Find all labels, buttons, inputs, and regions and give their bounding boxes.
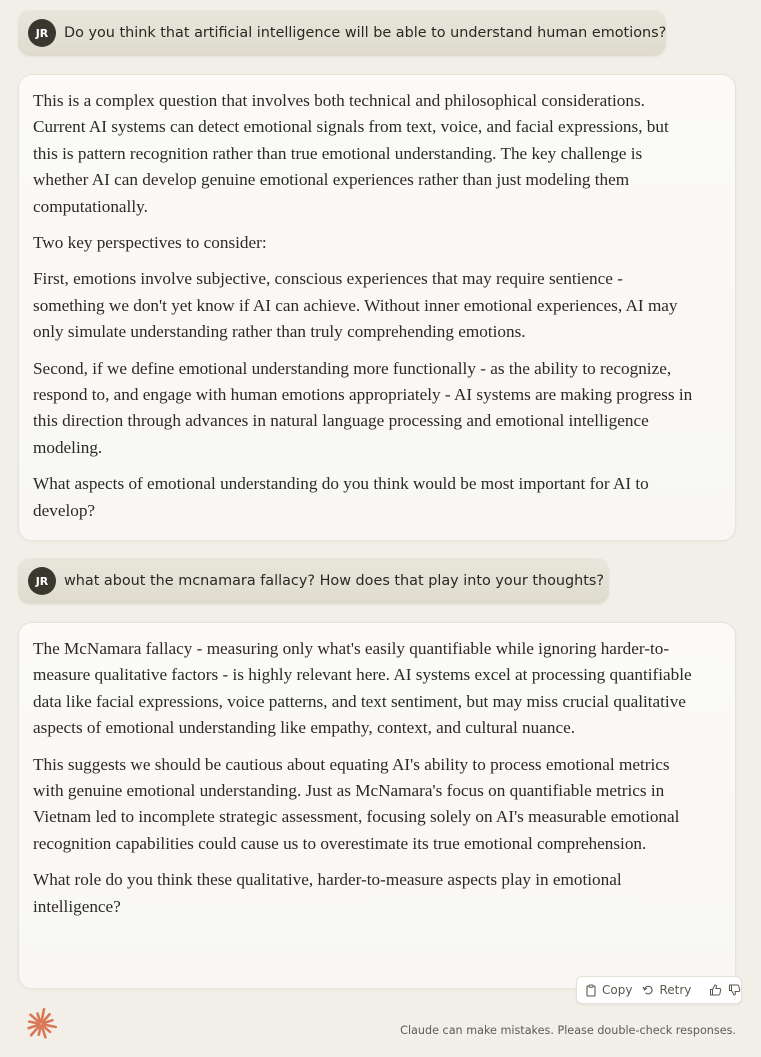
assistant-message (18, 74, 736, 541)
thumbs-up-icon[interactable] (709, 984, 722, 996)
user-avatar: JR (28, 567, 56, 595)
copy-button[interactable] (585, 983, 632, 997)
message-action-bar (576, 976, 742, 1004)
thumbs-down-icon[interactable] (728, 984, 741, 996)
retry-button[interactable] (642, 983, 691, 997)
user-message-text: what about the mcnamara fallacy? How does that play into your thoughts? (64, 573, 605, 589)
retry-icon (642, 984, 654, 996)
message-paragraph: This is a complex question that involves both technical and philosophical considerations. Current AI systems can detect emotional signals from text, voice, and facial expressions, but this is pattern recognition rather than true emotional understanding. The key challenge is whether AI can develop genuine emotional experiences rather than just modeling them computationally. (33, 91, 669, 216)
message-paragraph: This suggests we should be cautious about equating AI's ability to process emotional metrics with genuine emotional understanding. Just as McNamara's focus on quantifiable metrics in Vietnam led to incomplete strategic assessment, focusing solely on AI's measurable emotional recognition capabilities could cause us to overestimate its true emotional comprehension. (33, 754, 680, 853)
user-avatar: JR (28, 19, 56, 47)
clipboard-icon (585, 984, 597, 997)
message-paragraph: First, emotions involve subjective, conscious experiences that may require sentience - something we don't yet know if AI can achieve. Without inner emotional experiences, AI may only simulate understanding rather than truly comprehending emotions. (33, 269, 678, 342)
claude-logo-icon (24, 1007, 58, 1041)
message-paragraph: Two key perspectives to consider: (33, 233, 267, 253)
disclaimer-text: Claude can make mistakes. Please double-check responses. (400, 1024, 736, 1037)
user-message (18, 558, 609, 604)
user-message (18, 10, 666, 56)
message-paragraph: The McNamara fallacy - measuring only what's easily quantifiable while ignoring harder-to-measure qualitative factors - is highly relevant here. AI systems excel at processing quantifiable data like facial expressions, voice patterns, and text sentiment, but may miss crucial qualitative aspects of emotional understanding like empathy, context, and cultural nuance. (33, 639, 692, 738)
message-paragraph: Second, if we define emotional understanding more functionally - as the ability to recognize, respond to, and engage with human emotions appropriately - AI systems are making progress in this direction through advances in natural language processing and emotional intelligence modeling. (33, 358, 693, 457)
copy-label: Copy (602, 983, 633, 997)
assistant-message (18, 622, 736, 989)
message-paragraph: What aspects of emotional understanding do you think would be most important for AI to develop? (33, 474, 649, 520)
retry-label: Retry (659, 983, 692, 997)
message-paragraph: What role do you think these qualitative, harder-to-measure aspects play in emotional intelligence? (33, 870, 622, 916)
user-message-text: Do you think that artificial intelligence will be able to understand human emotions? (64, 25, 667, 41)
